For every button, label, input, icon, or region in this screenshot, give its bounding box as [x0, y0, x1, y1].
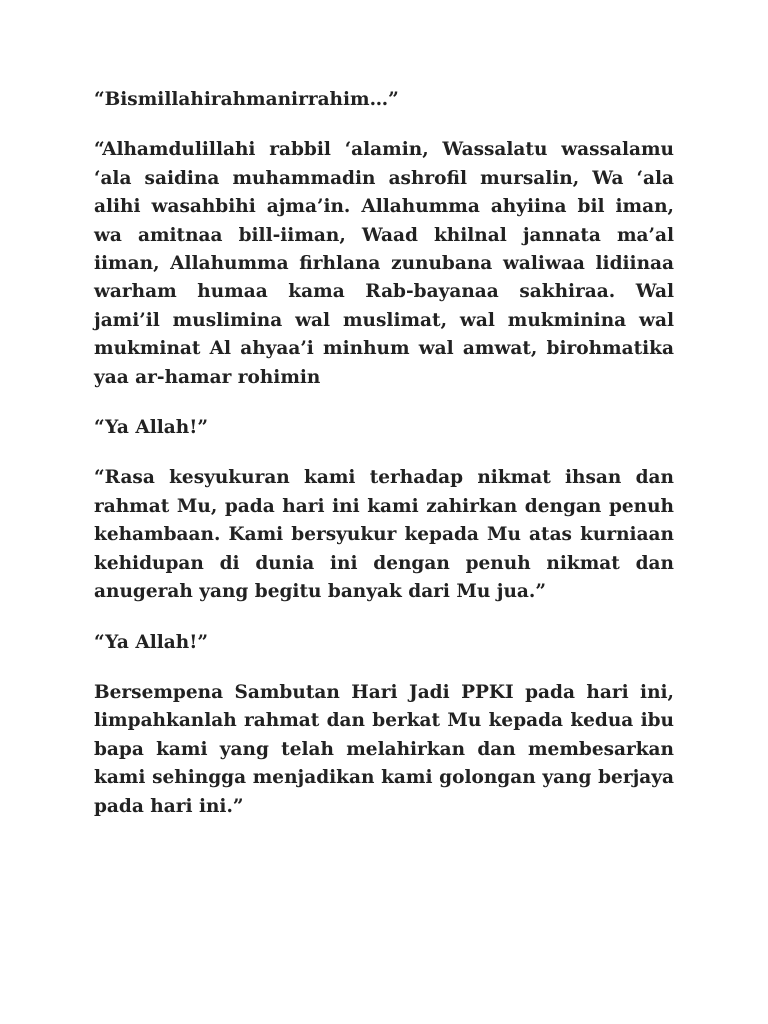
invocation-ya-allah-2: “Ya Allah!”: [94, 631, 208, 653]
invocation-ya-allah-1: “Ya Allah!”: [94, 417, 208, 439]
anniversary-paragraph: Bersempena Sambutan Hari Jadi PPKI pada hari ini, limpahkanlah rahmat dan berkat Mu kepada kedua ibu bapa kami yang telah melahirkan dan membesarkan kami sehingga menjadikan kami golongan yang berjaya pada hari ini.”: [94, 681, 674, 817]
opening-basmalah: “Bismillahirahmanirrahim…”: [94, 89, 399, 110]
prayer-arabic-transliteration: “Alhamdulillahi rabbil ‘alamin, Wassalatu wassalamu ‘ala saidina muhammadin ashrofil mursalin, Wa ‘ala alihi wasahbihi ajma’in. Allahumma ahyiina bil iman, wa amitnaa bill-iiman, Waad khilnal jannata ma’al iiman, Allahumma firhlana zunubana waliwaa lidiinaa warham humaa kama Rab-bayanaa sakhiraa. Wal jami’il muslimina wal muslimat, wal mukminina wal mukminat Al ahyaa’i minhum wal amwat, birohmatika yaa ar-hamar rohimin: [94, 139, 674, 388]
gratitude-paragraph: “Rasa kesyukuran kami terhadap nikmat ihsan dan rahmat Mu, pada hari ini kami zahirkan dengan penuh kehambaan. Kami bersyukur kepada Mu atas kurniaan kehidupan di dunia ini dengan penuh nikmat dan anugerah yang begitu banyak dari Mu jua.”: [94, 467, 674, 603]
